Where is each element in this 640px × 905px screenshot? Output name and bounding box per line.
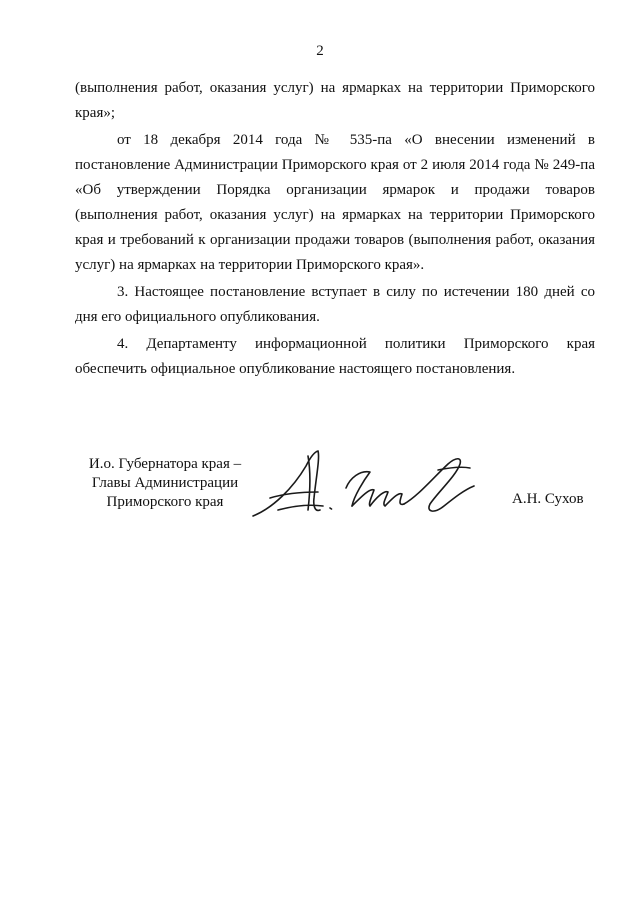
paragraph-publication-order: 4. Департаменту информационной политики Приморского края обеспечить официальное опубликование настоящего постановления. xyxy=(75,336,595,377)
signatory-position-line: Главы Администрации xyxy=(91,475,239,491)
paragraph-effective-date: 3. Настоящее постановление вступает в силу по истечении 180 дней со дня его официального опубликования. xyxy=(75,284,595,325)
signer-name: А.Н. Сухов xyxy=(512,491,584,507)
signatory-position-line: И.о. Губернатора края – xyxy=(88,456,242,472)
document-body xyxy=(75,76,595,382)
signatory-position-line: Приморского края xyxy=(106,494,224,510)
signatory-position xyxy=(70,455,260,512)
page-number: 2 xyxy=(316,43,324,59)
paragraph-continuation: (выполнения работ, оказания услуг) на ярмарках на территории Приморского края»; xyxy=(75,80,595,121)
handwritten-signature xyxy=(248,448,498,528)
paragraph-amendment-reference: от 18 декабря 2014 года № 535-па «О внесении изменений в постановление Администрации Приморского края от 2 июля 2014 года № 249-па «Об утверждении Порядка организации ярмарок и продажи товаров (выполнения работ, оказания услуг) на ярмарках на территории Приморского края и требований к организации продажи товаров (выполнения работ, оказания услуг) на ярмарках на территории Приморского края». xyxy=(75,132,595,273)
